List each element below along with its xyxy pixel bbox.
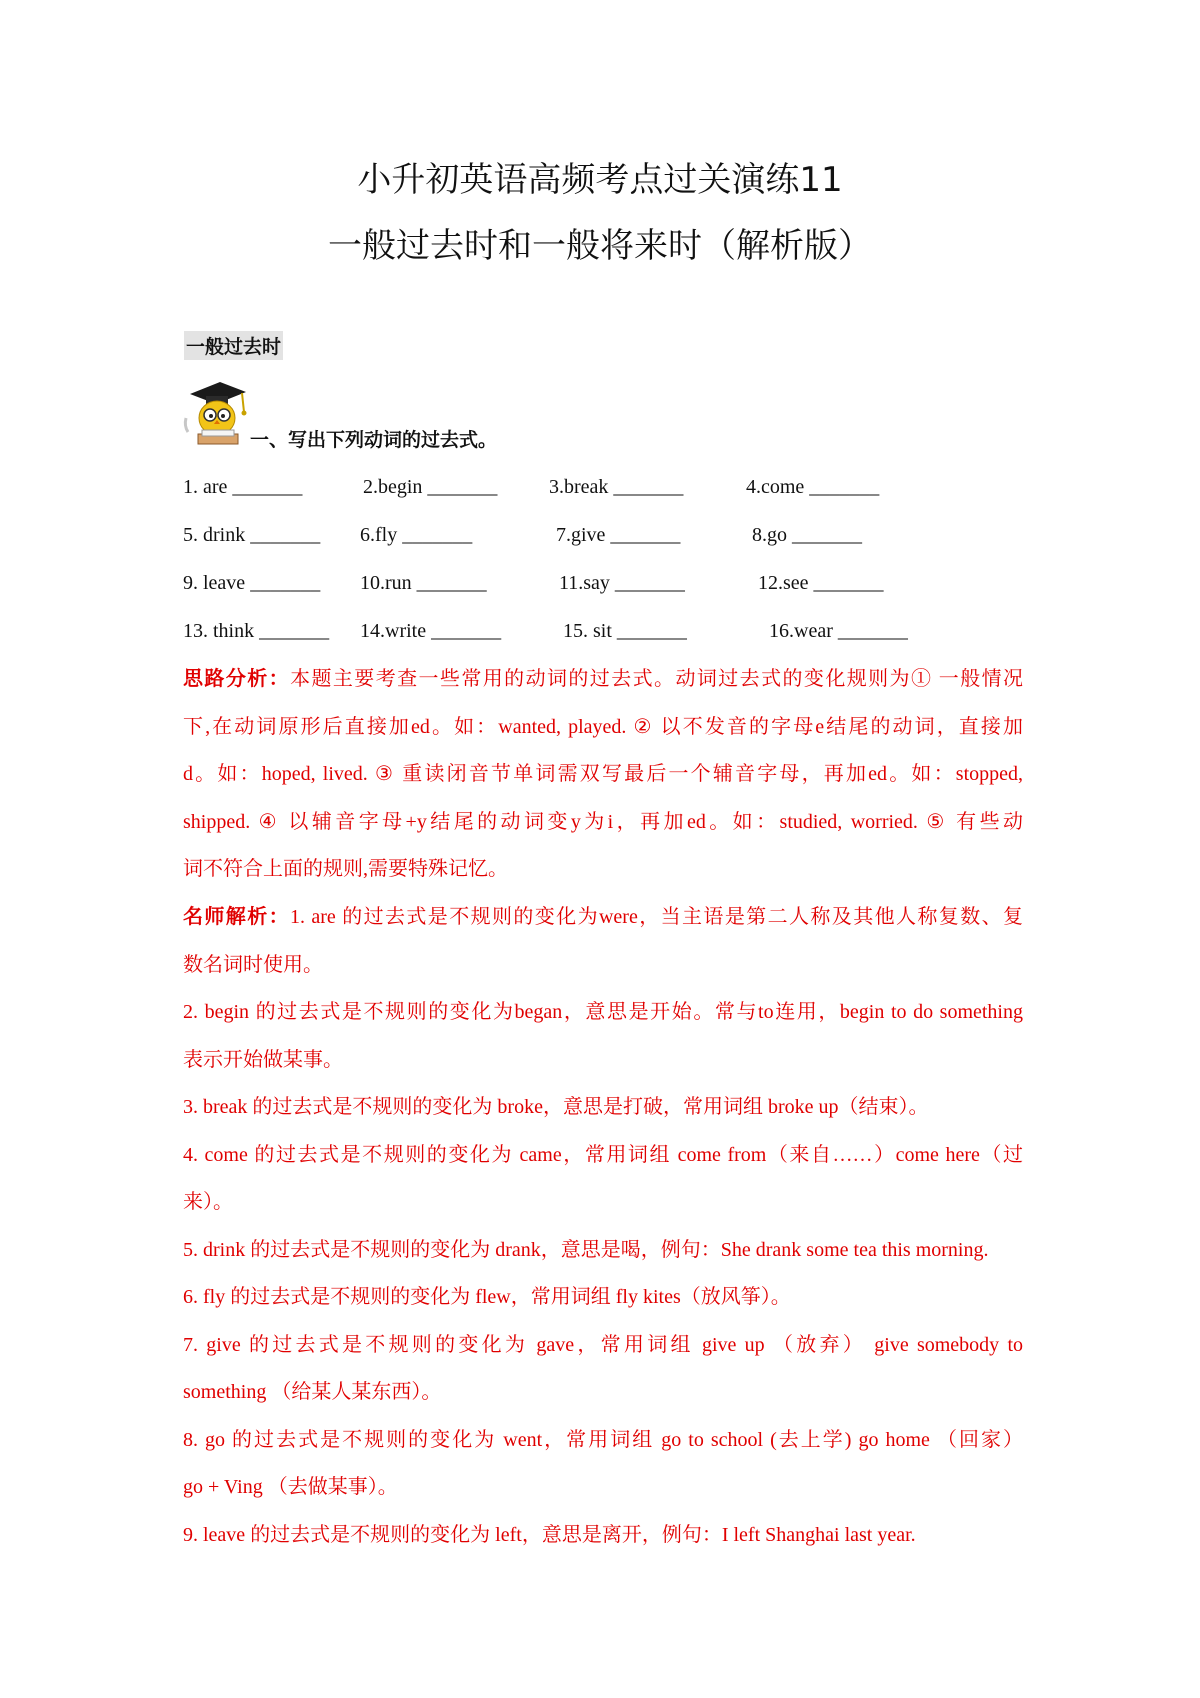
explanation-line: 9. leave 的过去式是不规则的变化为 left，意思是离开，例句：I left Shanghai last year.	[183, 1523, 916, 1546]
title-line-1: 小升初英语高频考点过关演练11	[357, 160, 843, 200]
explanation-line: 2. begin 的过去式是不规则的变化为began，意思是开始。常与to连用，begin to do something	[183, 1001, 1023, 1023]
analysis-block	[183, 655, 1023, 894]
verb-item: 16.wear _______	[769, 620, 908, 642]
explanation-line: 7. give 的过去式是不规则的变化为 gave，常用词组 give up （放弃） give somebody to	[183, 1333, 1023, 1356]
question-heading: 一、写出下列动词的过去式。	[250, 429, 498, 451]
explanation-line: 8. go 的过去式是不规则的变化为 went，常用词组 go to school (去上学) go home （回家）	[183, 1428, 1023, 1451]
explanation-line: 3. break 的过去式是不规则的变化为 broke，意思是打破，常用词组 broke up（结束）。	[183, 1096, 929, 1118]
explanation-line: go + Ving （去做某事）。	[183, 1476, 398, 1498]
explanation-line: 5. drink 的过去式是不规则的变化为 drank，意思是喝，例句：She drank some tea this morning.	[183, 1238, 989, 1261]
verb-item: 11.say _______	[559, 572, 685, 594]
explanation-label: 名师解析：	[183, 904, 290, 928]
verb-item: 10.run _______	[360, 572, 487, 594]
analysis-label: 思路分析：	[183, 666, 291, 690]
verb-item: 3.break _______	[549, 476, 684, 498]
title-line-2: 一般过去时和一般将来时（解析版）	[328, 226, 872, 266]
verb-item: 9. leave _______	[183, 572, 321, 594]
analysis-line: 词不符合上面的规则,需要特殊记忆。	[183, 858, 508, 880]
analysis-line: 下,在动词原形后直接加ed。如：wanted, played. ② 以不发音的字母e结尾的动词，直接加	[183, 715, 1023, 738]
explanation-line: 6. fly 的过去式是不规则的变化为 flew，常用词组 fly kites（放风筝）。	[183, 1286, 791, 1308]
verb-item: 12.see _______	[758, 572, 884, 594]
verb-item: 2.begin _______	[363, 476, 498, 498]
verb-item: 6.fly _______	[360, 524, 473, 546]
graduate-owl-icon	[182, 378, 248, 448]
explanation-block	[183, 893, 1023, 1559]
verb-item: 13. think _______	[183, 620, 330, 642]
section-tag: 一般过去时	[184, 331, 283, 360]
verb-item: 8.go _______	[752, 524, 862, 546]
explanation-line: 表示开始做某事。	[183, 1048, 343, 1071]
verb-item: 1. are _______	[183, 476, 303, 498]
explanation-line: something （给某人某东西）。	[183, 1381, 442, 1403]
explanation-line: 1. are 的过去式是不规则的变化为were，当主语是第二人称及其他人称复数、复	[290, 906, 1024, 928]
verb-item: 15. sit _______	[563, 620, 687, 642]
verb-item: 5. drink _______	[183, 524, 321, 546]
verb-item: 14.write _______	[360, 620, 502, 642]
analysis-line: d。如：hoped, lived. ③ 重读闭音节单词需双写最后一个辅音字母，再加ed。如：stopped,	[183, 763, 1023, 785]
explanation-line: 4. come 的过去式是不规则的变化为 came，常用词组 come from（来自……）come here（过	[183, 1143, 1023, 1166]
explanation-line: 数名词时使用。	[183, 953, 323, 976]
analysis-line: 本题主要考查一些常用的动词的过去式。动词过去式的变化规则为① 一般情况	[290, 668, 1024, 690]
analysis-line: shipped. ④ 以辅音字母+y结尾的动词变y为i，再加ed。如：studied, worried. ⑤ 有些动	[183, 810, 1023, 833]
verb-item: 7.give _______	[556, 524, 681, 546]
verb-item: 4.come _______	[746, 476, 880, 498]
explanation-line: 来）。	[183, 1191, 233, 1213]
